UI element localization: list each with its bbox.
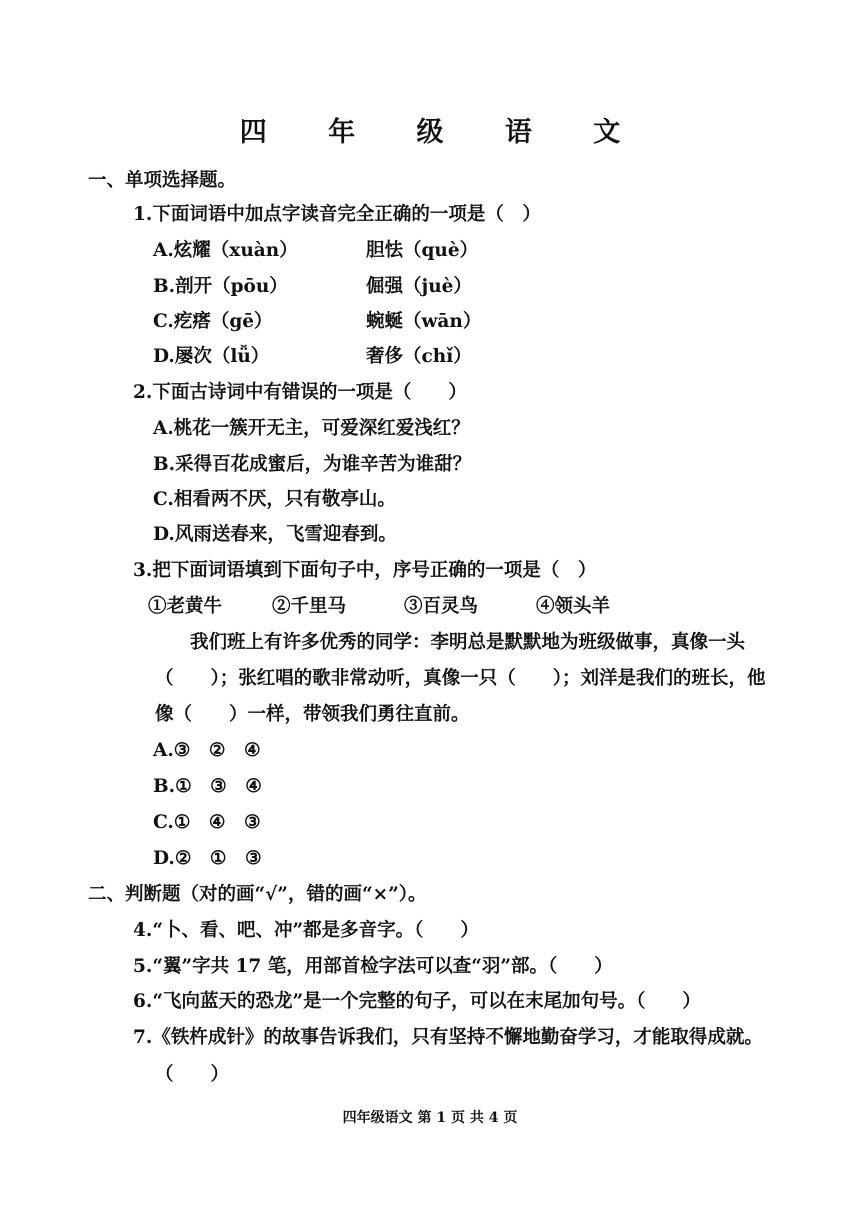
q1-option-b-right: 倔强（juè）: [366, 276, 472, 297]
judgement-item-6: 6.“飞向蓝天的恐龙”是一个完整的句子，可以在末尾加句号。（ ）: [133, 991, 701, 1012]
q3-paragraph-line1: 我们班上有许多优秀的同学：李明总是默默地为班级做事，真像一头: [190, 632, 746, 653]
q3-option-c: C.① ④ ③: [153, 812, 261, 833]
section2-heading: 二、判断题（对的画“√”，错的画“×”）。: [88, 884, 427, 905]
q3-stem: 3.把下面词语填到下面句子中，序号正确的一项是（ ）: [133, 560, 597, 581]
q1-option-d-right: 奢侈（chǐ）: [366, 346, 472, 367]
page-title: 四 年 级 语 文: [239, 117, 647, 148]
judgement-item-4: 4.“卜、看、吧、冲”都是多音字。（ ）: [133, 920, 479, 941]
page-footer: 四年级语文 第 1 页 共 4 页: [342, 1110, 518, 1126]
q1-option-d-left: D.屡次（lǚ）: [153, 346, 270, 367]
q1-stem: 1.下面词语中加点字读音完全正确的一项是（ ）: [133, 204, 541, 225]
q1-option-c-left: C.疙瘩（gē）: [153, 311, 273, 332]
q3-choice-1: ①老黄牛: [148, 596, 223, 617]
section1-heading: 一、单项选择题。: [88, 170, 237, 191]
q2-option-d: D.风雨送春来，飞雪迎春到。: [153, 524, 397, 545]
q2-option-b: B.采得百花成蜜后，为谁辛苦为谁甜？: [153, 454, 472, 475]
judgement-item-5: 5.“翼”字共 17 笔，用部首检字法可以查“羽”部。（ ）: [133, 956, 613, 977]
judgement-item-7: 7.《铁杵成针》的故事告诉我们，只有坚持不懈地勤奋学习，才能取得成就。: [133, 1027, 763, 1048]
q3-paragraph-line3: 像（ ）一样，带领我们勇往直前。: [155, 704, 470, 725]
q3-option-b: B.① ③ ④: [153, 776, 262, 797]
q1-option-b-left: B.剖开（pōu）: [153, 276, 288, 297]
q1-option-a-right: 胆怯（què）: [366, 240, 479, 261]
q1-option-a-left: A.炫耀（xuàn）: [153, 240, 298, 261]
q3-paragraph-line2: （ ）；张红唱的歌非常动听，真像一只（ ）；刘洋是我们的班长，他: [155, 668, 766, 689]
q2-stem: 2.下面古诗词中有错误的一项是（ ）: [133, 382, 467, 403]
judgement-item-7-blank: （ ）: [155, 1064, 230, 1085]
q3-choice-4: ④领头羊: [536, 596, 611, 617]
q2-option-c: C.相看两不厌，只有敬亭山。: [153, 489, 396, 510]
q3-choice-2: ②千里马: [272, 596, 347, 617]
q3-option-a: A.③ ② ④: [153, 740, 261, 761]
q3-option-d: D.② ① ③: [153, 848, 262, 869]
q2-option-a: A.桃花一簇开无主，可爱深红爱浅红？: [153, 418, 470, 439]
q1-option-c-right: 蜿蜒（wān）: [366, 311, 482, 332]
q3-choice-3: ③百灵鸟: [404, 596, 479, 617]
